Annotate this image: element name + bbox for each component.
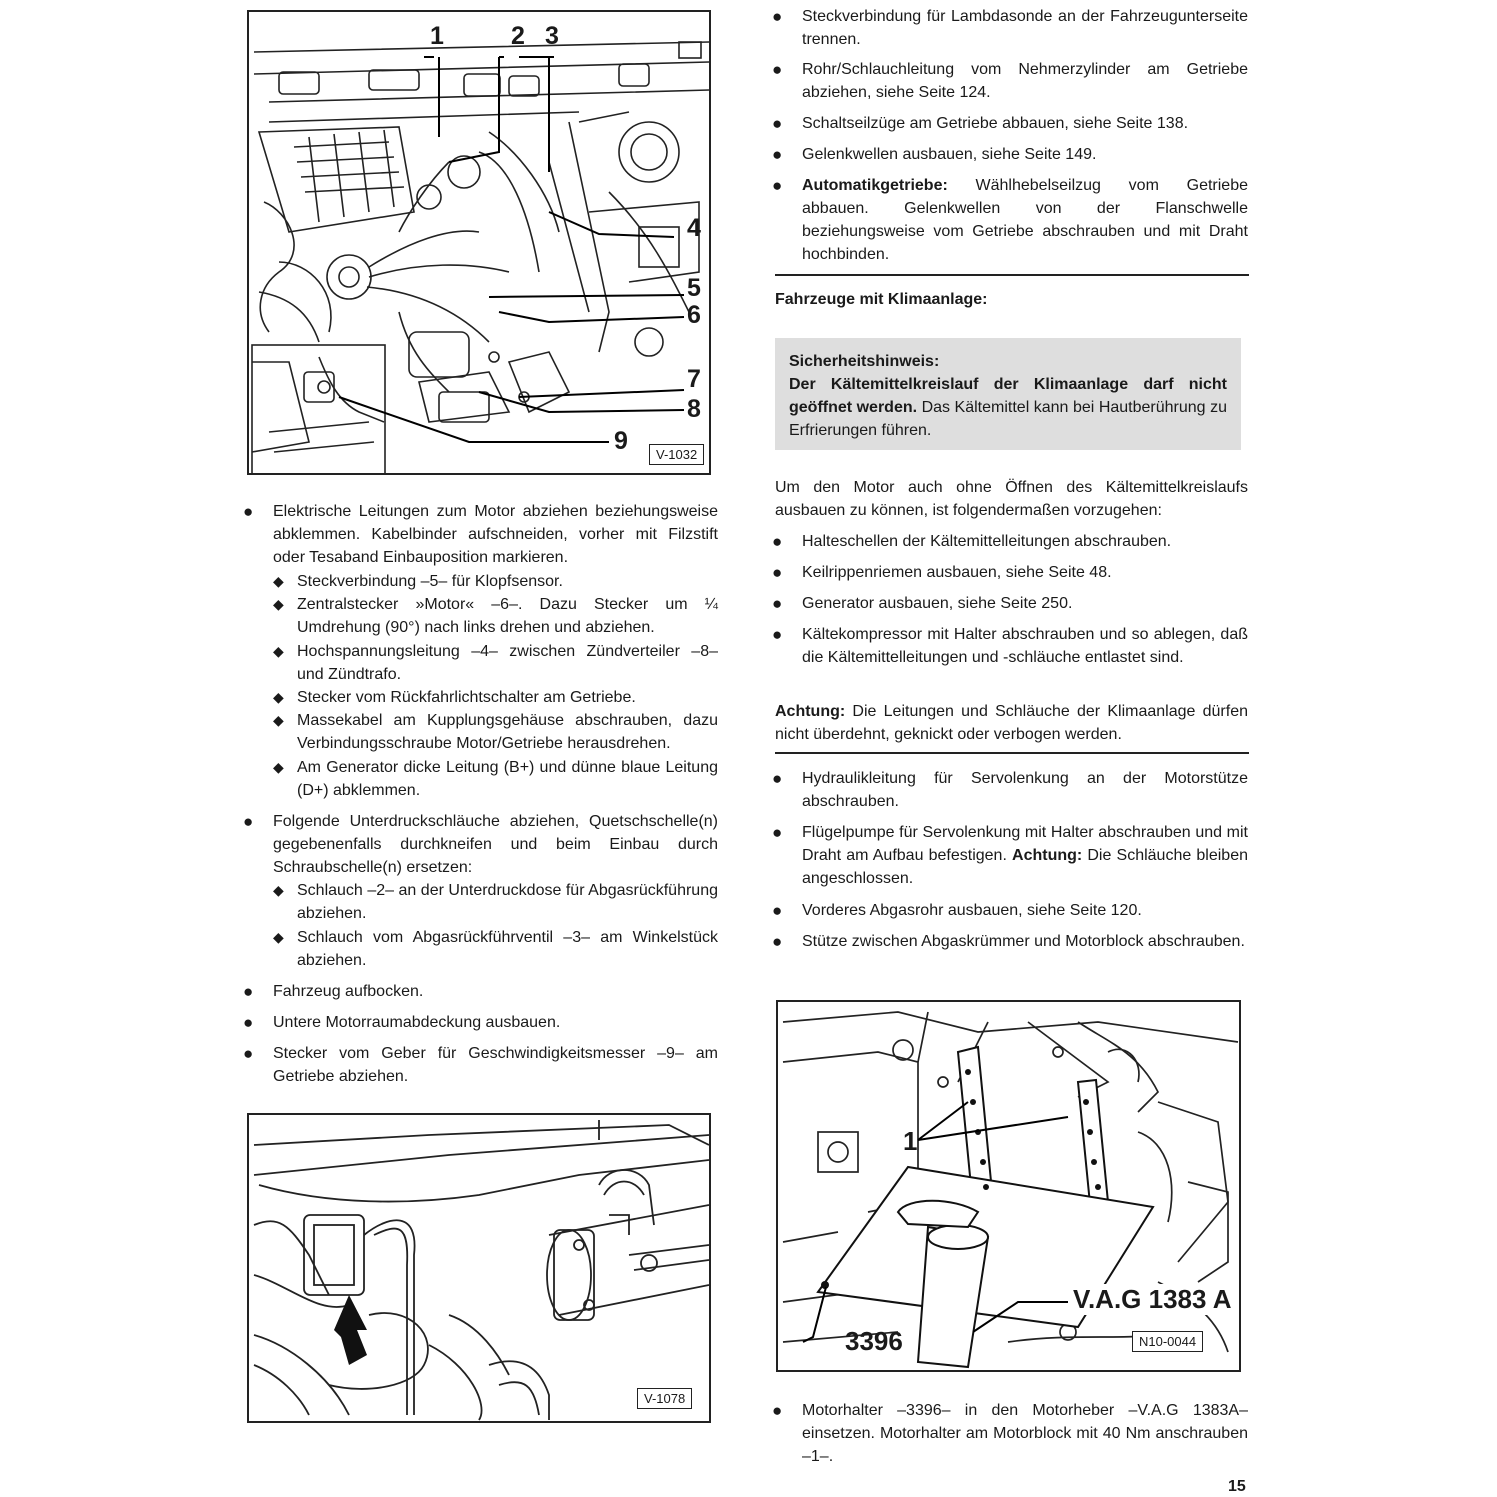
bullet-electrical-lines: ● Elektrische Leitungen zum Motor abziehen beziehungsweise abklemmen. Kabelbinder aufschneiden, vorher mit Filzstift oder Tesaband Einbauposition markieren. [273,500,718,569]
callout-4: 4 [687,214,701,242]
figure-id-label: V-1078 [637,1388,692,1409]
sub-hose-2: ◆ Schlauch –2– an der Unterdruckdose für Abgasrückführung abziehen. [297,879,718,925]
bullet-vane-pump [802,821,1248,890]
attention-text: Die Leitungen und Schläuche der Klimaanlage dürfen nicht überdehnt, geknickt oder verbogen werden. [775,703,1248,743]
callout-8: 8 [687,395,701,423]
automatic-text: Wählhebelseilzug vom Getriebe abbauen. Gelenkwellen von der Flanschwelle beziehungsweise vom Getriebe abschrauben und mit Draht hochbinden. [802,177,1248,263]
sub-central-connector: ◆ Zentralstecker »Motor« –6–. Dazu Stecker um ¼ Umdrehung (90°) nach links drehen und abziehen. [297,593,718,639]
callout-vag-1383a: V.A.G 1383 A [1070,1284,1235,1315]
safety-notice-title: Sicherheitshinweis: [789,353,940,370]
callout-9: 9 [614,427,628,455]
vane-pump-text-end: Die Schläuche bleiben angeschlossen. [802,847,1248,887]
bullet-drive-shafts: ● Gelenkwellen ausbauen, siehe Seite 149. [802,143,1248,166]
safety-notice-rest: Das Kältemittel kann bei Hautberührung zu Erfrierungen führen. [789,399,1227,439]
bullet-slave-cylinder: ● Rohr/Schlauchleitung vom Nehmerzylinder am Getriebe abziehen, siehe Seite 124. [802,58,1248,104]
figure-engine-lifter [776,1000,1241,1372]
callout-5: 5 [687,274,701,302]
bullet-ribbed-belt: ● Keilrippenriemen ausbauen, siehe Seite 48. [802,561,1248,584]
figure-id-label: N10-0044 [1132,1331,1203,1352]
sub-generator-leads: ◆ Am Generator dicke Leitung (B+) und dünne blaue Leitung (D+) abklemmen. [297,756,718,802]
sub-earth-cable: ◆ Massekabel am Kupplungsgehäuse abschrauben, dazu Verbindungsschraube Motor/Getriebe herausdrehen. [297,709,718,755]
page-number: 15 [1228,1478,1246,1495]
callout-3: 3 [545,22,559,50]
bullet-raise-vehicle: ● Fahrzeug aufbocken. [273,980,718,1003]
sub-ht-lead: ◆ Hochspannungsleitung –4– zwischen Zündverteiler –8– und Zündtrafo. [297,640,718,686]
callout-3396: 3396 [845,1326,903,1356]
speedo-connector-drawing [249,1115,711,1423]
figure-id-label: V-1032 [649,444,704,465]
vane-pump-attention: Achtung: [1012,847,1083,864]
automatic-label: Automatikgetriebe: [802,177,948,194]
vane-pump-text: Flügelpumpe für Servolenkung mit Halter abschrauben und mit Draht am Aufbau befestigen. [802,824,1248,864]
callout-1: 1 [430,22,444,50]
bullet-support: ● Stütze zwischen Abgaskrümmer und Motorblock abschrauben. [802,930,1248,953]
intro-paragraph: Um den Motor auch ohne Öffnen des Kältemittelkreislaufs ausbauen zu können, ist folgendermaßen vorzugehen: [775,479,1248,519]
divider [775,752,1249,754]
sub-knock-sensor: ◆ Steckverbindung –5– für Klopfsensor. [297,570,718,593]
safety-notice-bold: Der Kältemittelkreislauf der Klimaanlage darf nicht geöffnet werden. [789,376,1227,416]
sub-reverse-switch: ◆ Stecker vom Rückfahrlichtschalter am Getriebe. [297,686,718,709]
attention-label: Achtung: [775,703,846,720]
engine-lifter-drawing [778,1002,1241,1372]
attention-paragraph [775,700,1248,746]
callout-2: 2 [511,22,525,50]
engine-connections-drawing [249,12,711,475]
bullet-refrigerant-clamps: ● Halteschellen der Kältemittelleitungen abschrauben. [802,530,1248,553]
bullet-vacuum-hoses: ● Folgende Unterdruckschläuche abziehen, Quetschschelle(n) gegebenenfalls durchkneifen und beim Einbau durch Schraubschelle(n) ersetzen: [273,810,718,879]
bullet-lambda-connector: ● Steckverbindung für Lambdasonde an der Fahrzeugunterseite trennen. [802,5,1248,51]
figure-engine-connections [247,10,711,475]
bullet-lower-cover: ● Untere Motorraumabdeckung ausbauen. [273,1011,718,1034]
bullet-power-steering-line: ● Hydraulikleitung für Servolenkung an der Motorstütze abschrauben. [802,767,1248,813]
divider [775,274,1249,276]
safety-notice-box [775,338,1241,450]
callout-7: 7 [687,365,701,393]
bullet-engine-holder: ● Motorhalter –3396– in den Motorheber –V.A.G 1383A– einsetzen. Motorhalter am Motorblock mit 40 Nm anschrauben –1–. [802,1399,1248,1468]
bullet-speedo-sender: ● Stecker vom Geber für Geschwindigkeitsmesser –9– am Getriebe abziehen. [273,1042,718,1088]
section-heading-ac: Fahrzeuge mit Klimaanlage: [775,291,988,308]
safety-notice-text [789,373,1227,442]
bullet-automatic-gearbox [802,174,1248,266]
bullet-generator: ● Generator ausbauen, siehe Seite 250. [802,592,1248,615]
callout-1: 1 [903,1126,918,1156]
bullet-front-exhaust: ● Vorderes Abgasrohr ausbauen, siehe Seite 120. [802,899,1248,922]
figure-speedo-connector [247,1113,711,1423]
bullet-shift-cables: ● Schaltseilzüge am Getriebe abbauen, siehe Seite 138. [802,112,1248,135]
bullet-ac-compressor: ● Kältekompressor mit Halter abschrauben und so ablegen, daß die Kältemittelleitungen und -schläuche entlastet sind. [802,623,1248,669]
sub-hose-3: ◆ Schlauch vom Abgasrückführventil –3– am Winkelstück abziehen. [297,926,718,972]
callout-6: 6 [687,301,701,329]
